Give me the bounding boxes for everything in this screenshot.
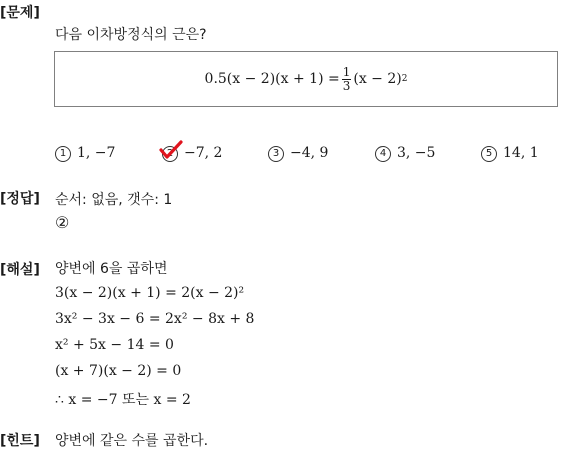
choice-5[interactable]	[481, 145, 539, 162]
choice-text: 3, −5	[397, 145, 436, 161]
explanation-line-5: ∴ x = −7 또는 x = 2	[55, 392, 191, 408]
choice-2[interactable]	[162, 145, 222, 162]
choice-3[interactable]	[268, 145, 328, 162]
choice-number: 2	[162, 146, 178, 162]
equation	[55, 52, 557, 106]
explanation-line-2: 3x² − 3x − 6 = 2x² − 8x + 8	[55, 311, 255, 327]
choice-number: 3	[268, 146, 284, 162]
choice-text: 1, −7	[77, 145, 116, 161]
answer-label: [정답]	[0, 191, 40, 207]
explanation-line-1: 3(x − 2)(x + 1) = 2(x − 2)²	[55, 285, 245, 301]
choice-number: 4	[375, 146, 391, 162]
answer-meta: 순서: 없음, 갯수: 1	[55, 192, 173, 208]
choice-4[interactable]	[375, 145, 435, 162]
explanation-line-3: x² + 5x − 14 = 0	[55, 337, 174, 353]
fraction-numerator: 1	[342, 64, 351, 79]
problem-label: [문제]	[0, 5, 40, 21]
answer-value: ②	[55, 213, 70, 232]
choice-text: −4, 9	[290, 145, 329, 161]
explanation-line-4: (x + 7)(x − 2) = 0	[55, 363, 182, 379]
equation-lhs: 0.5(x − 2)(x + 1) =	[204, 71, 340, 87]
choice-1[interactable]	[55, 145, 115, 162]
hint-text: 양변에 같은 수를 곱한다.	[55, 433, 209, 449]
choice-text: −7, 2	[184, 145, 223, 161]
explanation-intro: 양변에 6을 곱하면	[55, 261, 168, 277]
hint-label: [힌트]	[0, 433, 40, 449]
fraction-denominator: 3	[342, 78, 351, 93]
choice-text: 14, 1	[503, 145, 539, 161]
choice-number: 5	[481, 146, 497, 162]
question-text: 다음 이차방정식의 근은?	[55, 27, 207, 43]
fraction	[342, 66, 352, 93]
equation-rhs: (x − 2)	[353, 71, 402, 87]
check-mark-icon	[158, 139, 184, 161]
equation-rhs-exponent: 2	[401, 74, 408, 84]
explanation-label: [해설]	[0, 262, 40, 278]
formula-box	[54, 51, 558, 107]
choice-number: 1	[55, 146, 71, 162]
